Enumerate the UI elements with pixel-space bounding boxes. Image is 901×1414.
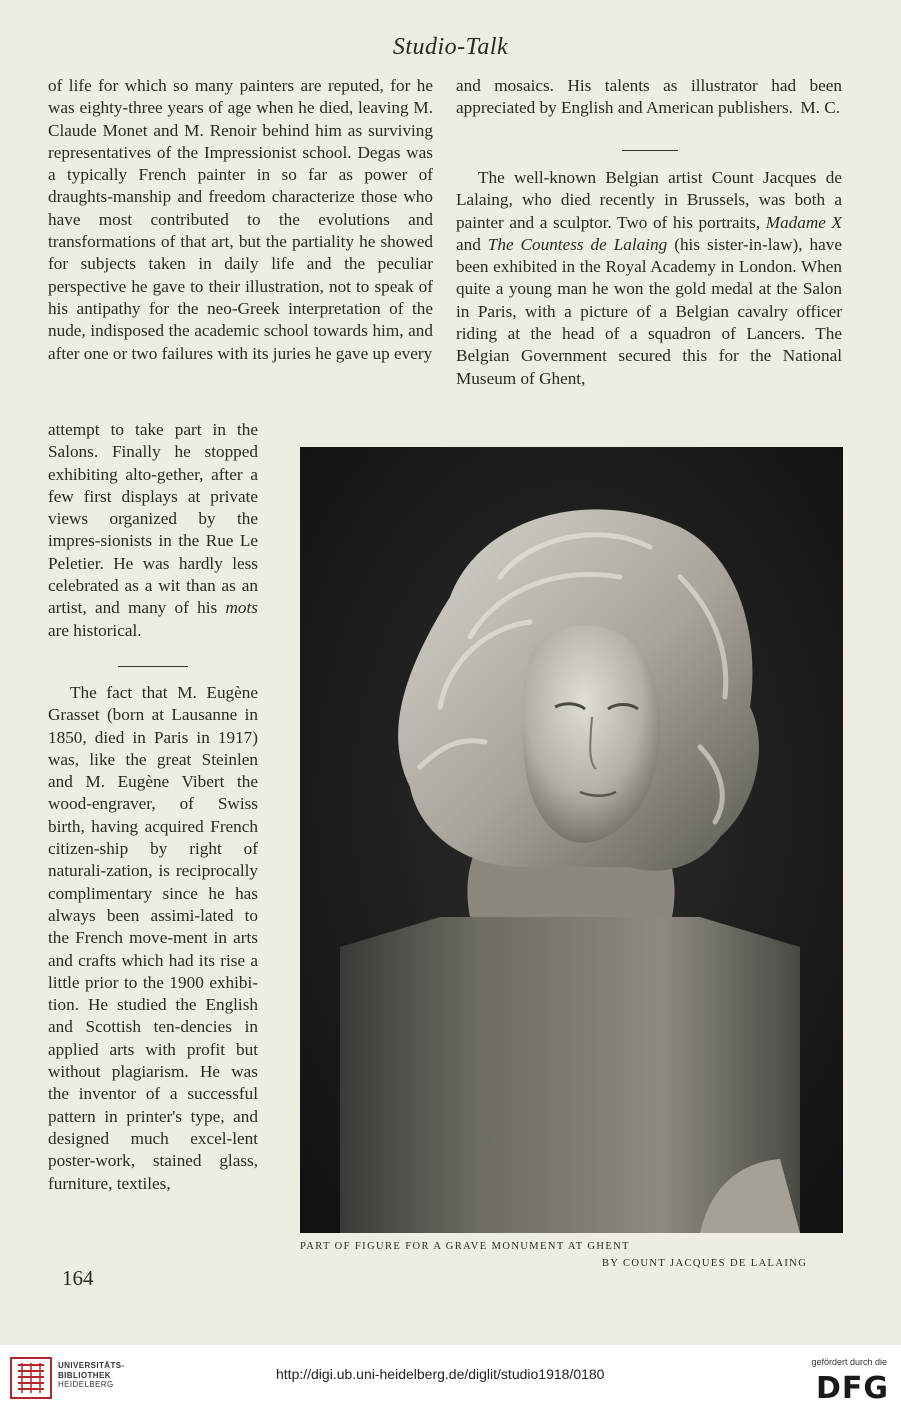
sculpture-photograph <box>300 447 843 1233</box>
marble-bust-illustration <box>300 447 843 1233</box>
library-name: UNIVERSITÄTS- BIBLIOTHEK HEIDELBERG <box>58 1361 125 1389</box>
photo-caption-line-1: PART OF FIGURE FOR A GRAVE MONUMENT AT GHENT <box>300 1241 630 1252</box>
italic-countess: The Countess de Lalaing <box>487 234 668 254</box>
university-library-logo-icon <box>10 1357 52 1399</box>
left-column-text <box>48 75 433 365</box>
italic-madame-x: Madame X <box>765 212 843 232</box>
narrow-column-text-bottom <box>48 682 258 1195</box>
italic-mots: mots <box>225 598 258 618</box>
running-head: Studio-Talk <box>392 34 509 60</box>
digitization-footer <box>0 1345 901 1414</box>
section-divider-left <box>118 666 188 667</box>
lalaing-paragraph: The well-known Belgian artist Count Jacques de Lalaing, who died recently in Brussels, was both a painter and a sculptor. Two of his portraits, Madame X and The Countess de Lalaing (his sister-in-law), have been exhibited in the Royal Academy in London. When quite a young man he won the gold medal at the Salon in Paris, with a picture of a Belgian cavalry officer riding at the head of a squadron of Lancers. The Belgian Government secured this for the National Museum of Ghent, <box>456 168 843 388</box>
mosaics-paragraph: and mosaics. His talents as illustrator had been appreciated by English and American publishers. <box>456 76 842 118</box>
section-divider-right <box>622 150 678 151</box>
left-column-paragraph: of life for which so many painters are reputed, for he was eighty-three years of age when he died, leaving M. Claude Monet and M. Renoir behind him as surviving representatives of the Impressionist school. Degas was a typically French painter in so far as power of draughts-manship and freedom characterize those who have most contributed to the evolutions and transformations of that art, but the partiality he showed for subjects taken in daily life and the peculiar perspective he gave to their illustration, not to speak of his antipathy for the neo-Greek interpretation of the nude, indisposed the academic school towards him, and after one or two failures with its juries he gave up every <box>48 76 433 363</box>
page-number: 164 <box>62 1266 94 1290</box>
dfg-logo: DFG <box>815 1371 889 1406</box>
degas-paragraph-end: attempt to take part in the Salons. Finally he stopped exhibiting alto-gether, after a few first displays at private views organized by the impres-sionists in the Rue Le Peletier. He was hardly less celebrated as a wit than as an artist, and many of his mots are historical. <box>48 420 258 640</box>
narrow-column-text-top <box>48 419 258 642</box>
photo-caption-line-2: BY COUNT JACQUES DE LALAING <box>602 1258 808 1269</box>
right-column-top <box>456 75 842 120</box>
source-url-link[interactable]: http://digi.ub.uni-heidelberg.de/diglit/studio1918/0180 <box>276 1366 605 1382</box>
right-column-lalaing <box>456 167 842 390</box>
signature: M. C. <box>800 98 840 118</box>
grasset-paragraph: The fact that M. Eugène Grasset (born at Lausanne in 1850, died in Paris in 1917) was, like the great Steinlen and M. Eugène Vibert the wood-engraver, of Swiss birth, having acquired French citizen-ship by right of naturali-zation, is reciprocally complimentary since he has always been assimi-lated to the French move-ment in arts and crafts which had its rise a little prior to the 1900 exhibi-tion. He studied the English and Scottish ten-dencies in applied arts with profit but without plagiarism. He was the inventor of a successful pattern in printer's type, and designed much excel-lent poster-work, stained glass, furniture, textiles, <box>48 683 258 1193</box>
funded-by-label: gefördert durch die <box>811 1357 887 1367</box>
